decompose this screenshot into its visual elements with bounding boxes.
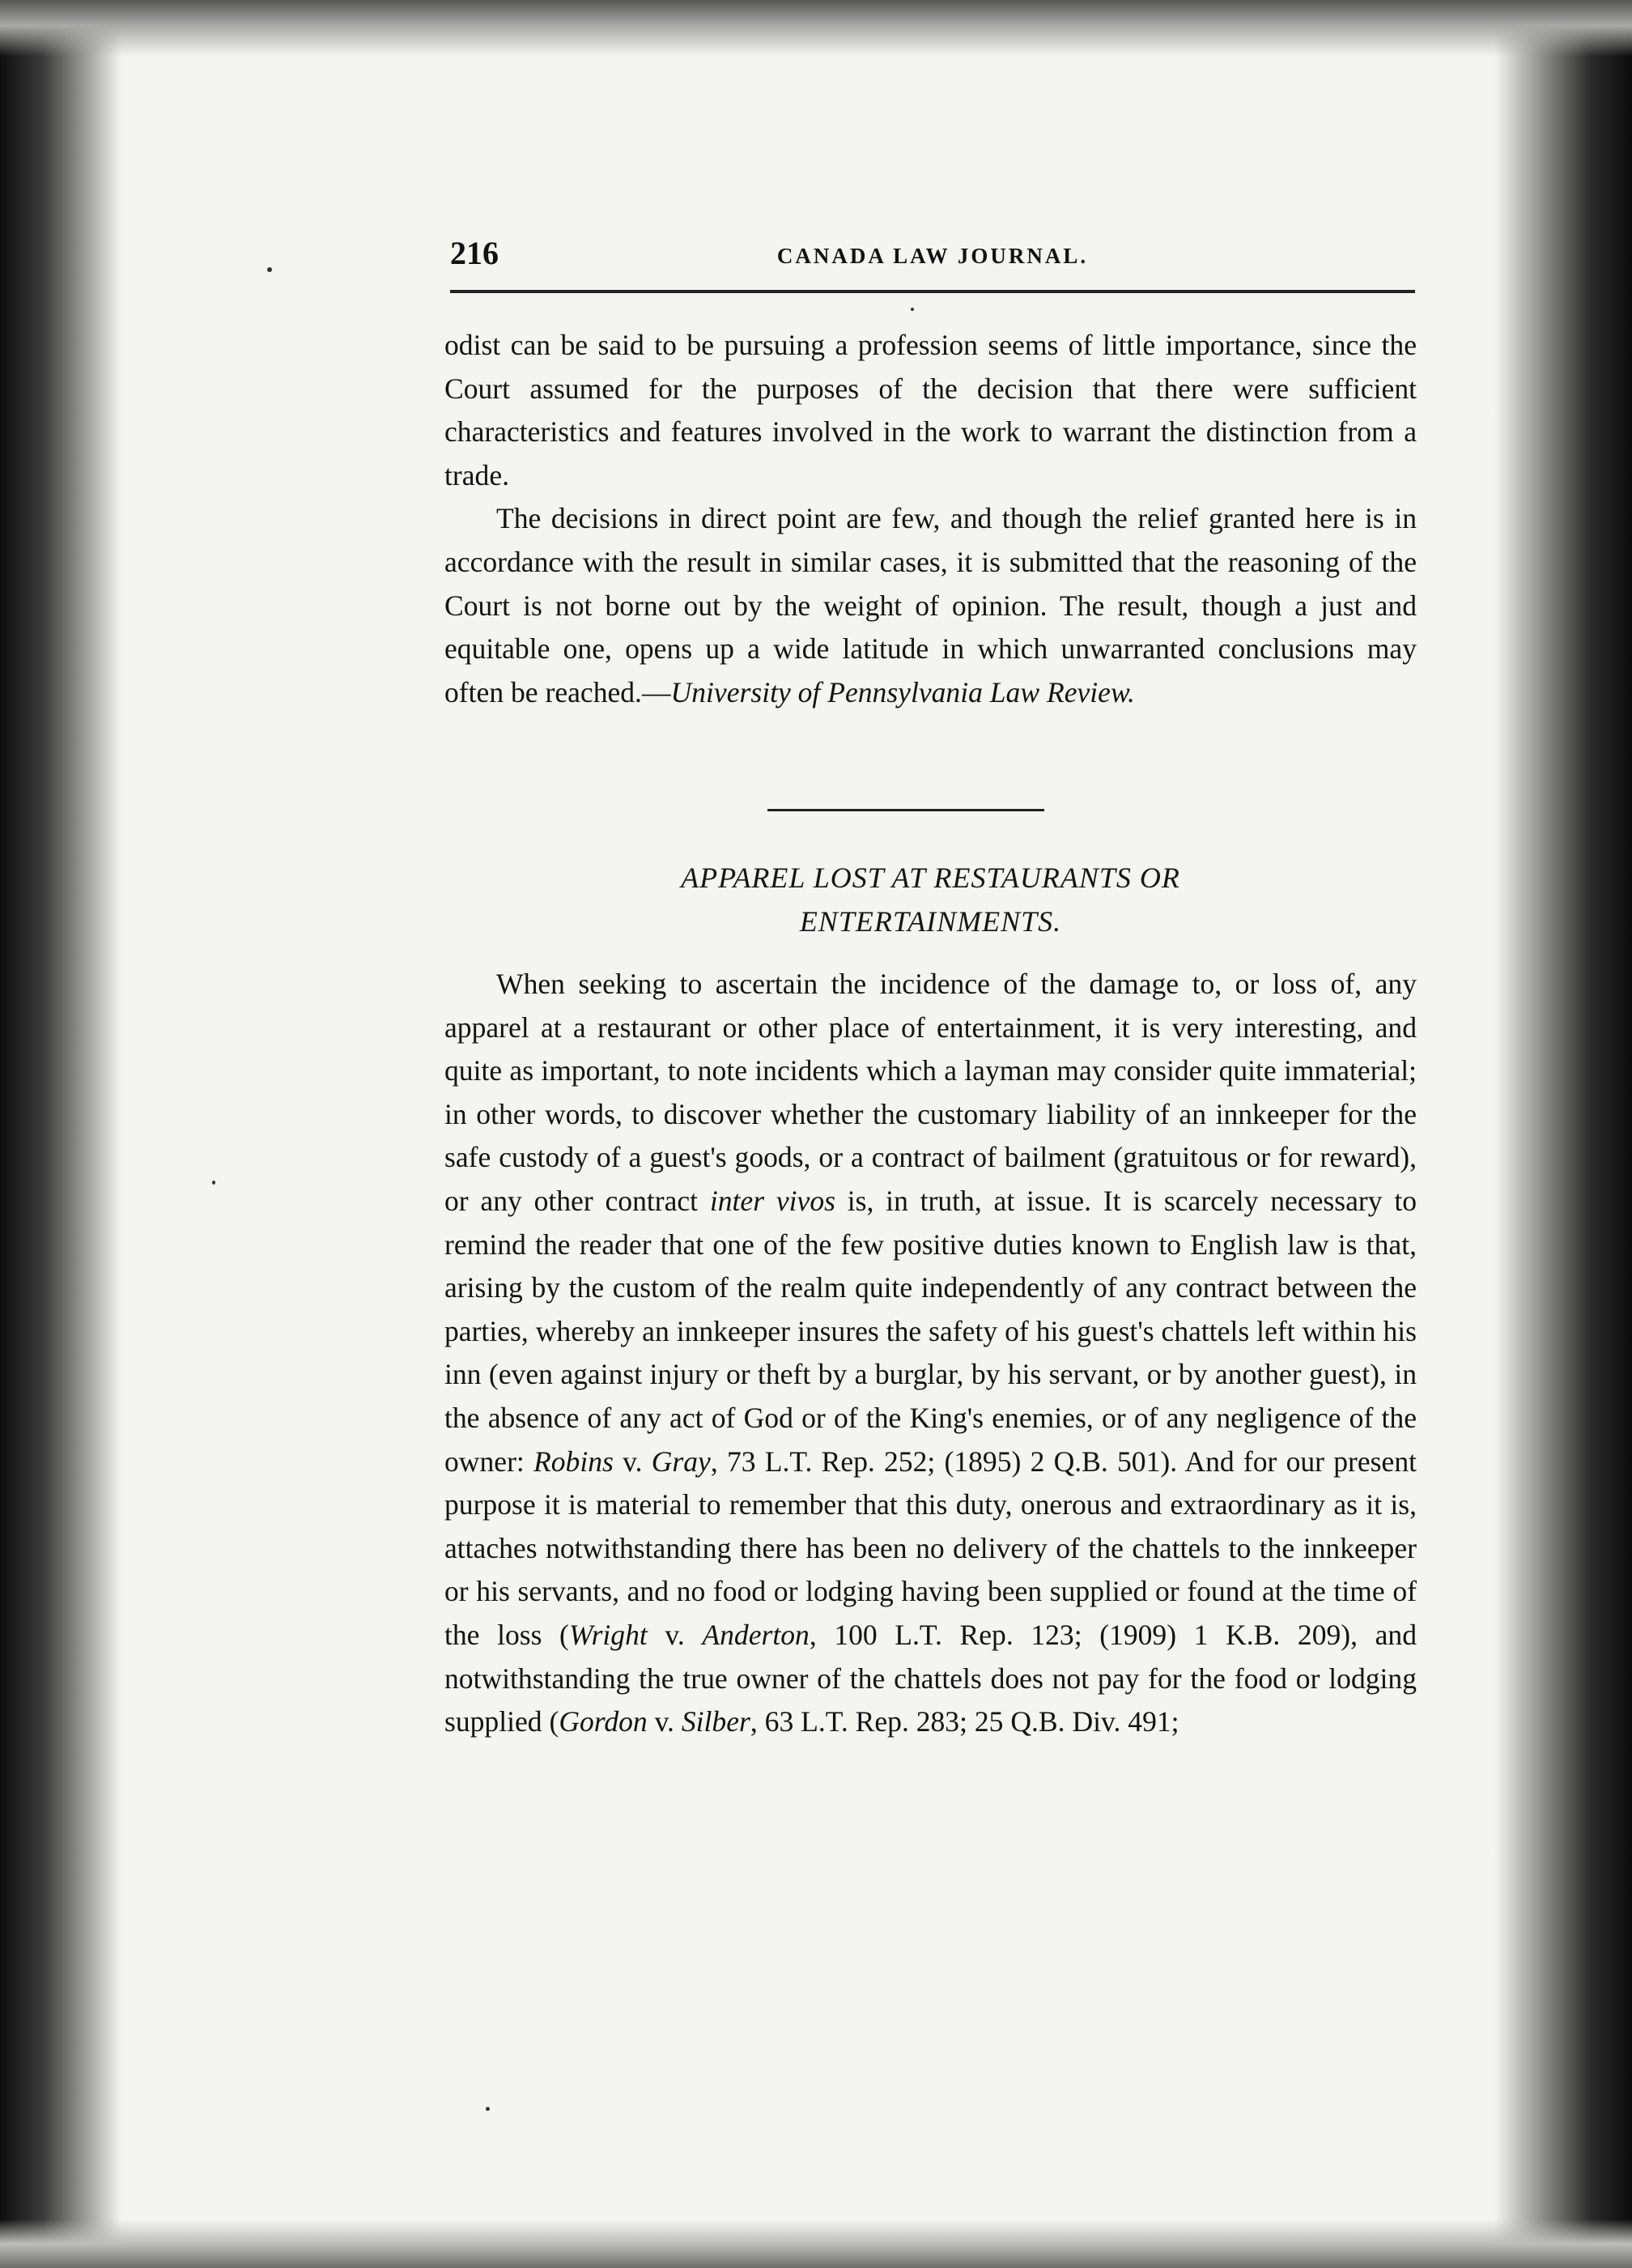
running-head: CANADA LAW JOURNAL. — [776, 244, 1089, 268]
header-rule — [450, 290, 1415, 293]
scan-speck — [267, 267, 272, 272]
case-versus: v. — [613, 1445, 652, 1478]
case-versus: v. — [647, 1705, 682, 1738]
text-run: , 73 L.T. Rep. 252; (1895) 2 Q.B. 501). And for our present purpose it is material to remember that this duty, onerous and extraordinary as it is, attaches notwithstanding there has been no delivery of the chattels to the innkeeper or his servants, and no food or lodging having been supplied or found at the time of the loss ( — [444, 1445, 1417, 1651]
scan-speck — [911, 308, 914, 311]
text-run: is, in truth, at issue. It is scarcely necessary to remind the reader that one of the few positive duties known to English law is that, arising by the custom of the realm quite independently of any contract between the parties, whereby an innkeeper insures the safety of his guest's chattels left within his inn (even against injury or theft by a burglar, by his servant, or by another guest), in the absence of any act of God or of the King's enemies, or of any negligence of the owner: — [444, 1184, 1417, 1478]
page-left-edge-shadow — [0, 0, 121, 2268]
page-number: 216 — [450, 235, 499, 271]
concluding-paragraph — [444, 497, 1417, 714]
case-versus: v. — [647, 1618, 703, 1651]
article-title-line-2: ENTERTAINMENTS. — [799, 905, 1062, 938]
case-party: Silber — [681, 1705, 750, 1738]
section-divider — [767, 809, 1044, 811]
continued-paragraph: odist can be said to be pursuing a profession seems of little importance, since the Court assumed for the purposes of the decision that there were sufficient characteristics and features involved in the work to warrant the distinction from a trade. — [444, 329, 1417, 491]
article-paragraph — [444, 963, 1417, 1744]
concluding-paragraph-text: The decisions in direct point are few, and though the relief granted here is in accordance with the result in similar cases, it is submitted that the reasoning of the Court is not borne out by the weight of opinion. The result, though a just and equitable one, opens up a wide latitude in which unwarranted conclusions may often be reached.— — [444, 502, 1417, 708]
page-top-edge-shadow — [0, 0, 1632, 57]
case-party: Gordon — [559, 1705, 648, 1738]
text-run: , 100 L.T. Rep. 123; (1909) 1 K.B. 209), and notwithstanding the true owner of the chattels does not pay for the food or lodging supplied ( — [444, 1618, 1417, 1738]
case-party: Robins — [533, 1445, 614, 1478]
page-right-edge-shadow — [1494, 0, 1632, 2268]
article-title — [444, 856, 1417, 943]
article-body — [444, 963, 1417, 1744]
page-header — [450, 231, 1415, 287]
case-party: Gray — [651, 1445, 711, 1478]
case-party: Anderton — [702, 1618, 810, 1651]
scan-speck — [486, 2107, 490, 2111]
article-title-line-1: APPAREL LOST AT RESTAURANTS OR — [681, 862, 1180, 894]
scan-speck — [212, 1181, 215, 1185]
continued-article — [444, 324, 1417, 714]
page-bottom-edge-shadow — [0, 2219, 1632, 2268]
text-run: , 63 L.T. Rep. 283; 25 Q.B. Div. 491; — [750, 1705, 1179, 1738]
source-citation: University of Pennsylvania Law Review. — [670, 675, 1135, 708]
text-run: When seeking to ascertain the incidence of the damage to, or loss of, any apparel at a restaurant or other place of entertainment, it is very interesting, and quite as important, to note incidents which a layman may consider quite immaterial; in other words, to discover whether the customary liability of an innkeeper for the safe custody of a guest's goods, or a contract of bailment (gratuitous or for reward), or any other contract — [444, 968, 1417, 1217]
latin-phrase: inter vivos — [709, 1184, 835, 1217]
case-party: Wright — [568, 1618, 648, 1651]
